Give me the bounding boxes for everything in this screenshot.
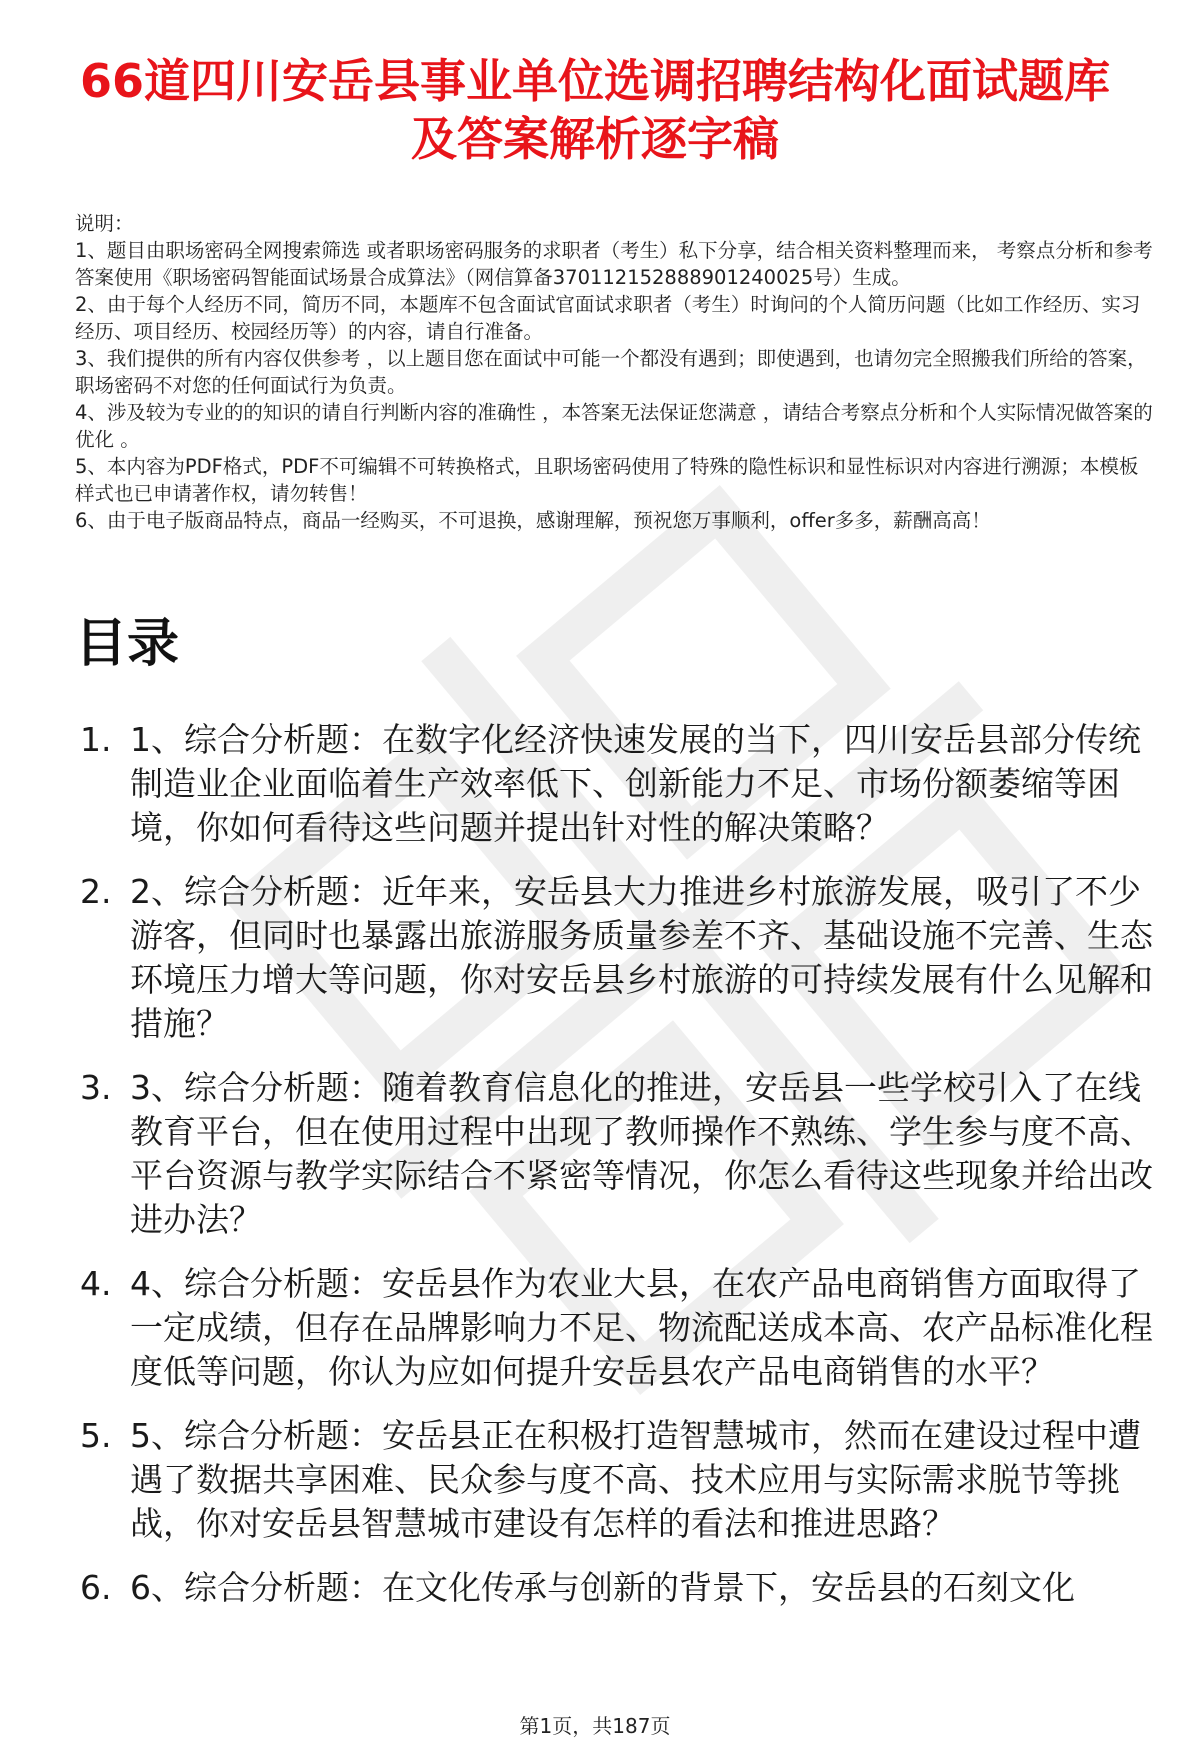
toc-item[interactable] [80, 718, 1170, 850]
page-footer: 第1页，共187页 [519, 1714, 671, 1738]
toc-item-number: 2. [80, 872, 112, 911]
notes-heading: 说明： [75, 212, 134, 235]
toc-item-link[interactable]: 6、综合分析题：在文化传承与创新的背景下，安岳县的石刻文化 [130, 1568, 1075, 1607]
toc-item-link[interactable]: 4、综合分析题：安岳县作为农业大县，在农产品电商销售方面取得了一定成绩，但存在品牌影响力不足、物流配送成本高、农产品标准化程度低等问题，你认为应如何提升安岳县农产品电商销售的水平？ [130, 1264, 1153, 1391]
toc-heading: 目录 [75, 614, 180, 674]
note-item: 1、题目由职场密码全网搜索筛选 或者职场密码服务的求职者（考生）私下分享，结合相关资料整理而来， 考察点分析和参考答案使用《职场密码智能面试场景合成算法》（网信算备370112152888901240025号）生成。 [75, 239, 1153, 289]
toc-item-link[interactable]: 3、综合分析题：随着教育信息化的推进，安岳县一些学校引入了在线教育平台，但在使用过程中出现了教师操作不熟练、学生参与度不高、平台资源与教学实际结合不紧密等情况，你怎么看待这些现象并给出改进办法？ [130, 1068, 1153, 1239]
toc-list [80, 718, 1170, 1630]
toc-item-link[interactable]: 2、综合分析题：近年来，安岳县大力推进乡村旅游发展，吸引了不少游客，但同时也暴露出旅游服务质量参差不齐、基础设施不完善、生态环境压力增大等问题，你对安岳县乡村旅游的可持续发展有什么见解和措施？ [130, 872, 1153, 1043]
note-item: 3、我们提供的所有内容仅供参考 ，以上题目您在面试中可能一个都没有遇到；即使遇到，也请勿完全照搬我们所给的答案，职场密码不对您的任何面试行为负责。 [75, 347, 1147, 397]
notes-section [75, 210, 1155, 534]
toc-item-number: 6. [80, 1568, 112, 1607]
note-item: 4、涉及较为专业的的知识的请自行判断内容的准确性 ，本答案无法保证您满意 ，请结合考察点分析和个人实际情况做答案的优化 。 [75, 401, 1153, 451]
toc-item-number: 4. [80, 1264, 112, 1303]
toc-item-link[interactable]: 5、综合分析题：安岳县正在积极打造智慧城市，然而在建设过程中遭遇了数据共享困难、民众参与度不高、技术应用与实际需求脱节等挑战，你对安岳县智慧城市建设有怎样的看法和推进思路？ [130, 1416, 1141, 1543]
toc-item[interactable] [80, 1066, 1170, 1242]
note-item: 2、由于每个人经历不同，简历不同，本题库不包含面试官面试求职者（考生）时询问的个人简历问题（比如工作经历、实习经历、项目经历、校园经历等）的内容，请自行准备。 [75, 293, 1141, 343]
document-title: 66道四川安岳县事业单位选调招聘结构化面试题库及答案解析逐字稿 [79, 54, 1110, 166]
toc-item-number: 1. [80, 720, 112, 759]
toc-item[interactable] [80, 870, 1170, 1046]
note-item: 5、本内容为PDF格式，PDF不可编辑不可转换格式，且职场密码使用了特殊的隐性标识和显性标识对内容进行溯源；本模板样式也已申请著作权，请勿转售！ [75, 455, 1139, 505]
toc-item-link[interactable]: 1、综合分析题：在数字化经济快速发展的当下，四川安岳县部分传统制造业企业面临着生产效率低下、创新能力不足、市场份额萎缩等困境，你如何看待这些问题并提出针对性的解决策略？ [130, 720, 1141, 847]
toc-item[interactable] [80, 1566, 1170, 1610]
toc-item[interactable] [80, 1262, 1170, 1394]
toc-item[interactable] [80, 1414, 1170, 1546]
toc-item-number: 5. [80, 1416, 112, 1455]
note-item: 6、由于电子版商品特点，商品一经购买，不可退换，感谢理解，预祝您万事顺利，offer多多，薪酬高高！ [75, 509, 991, 532]
toc-item-number: 3. [80, 1068, 112, 1107]
